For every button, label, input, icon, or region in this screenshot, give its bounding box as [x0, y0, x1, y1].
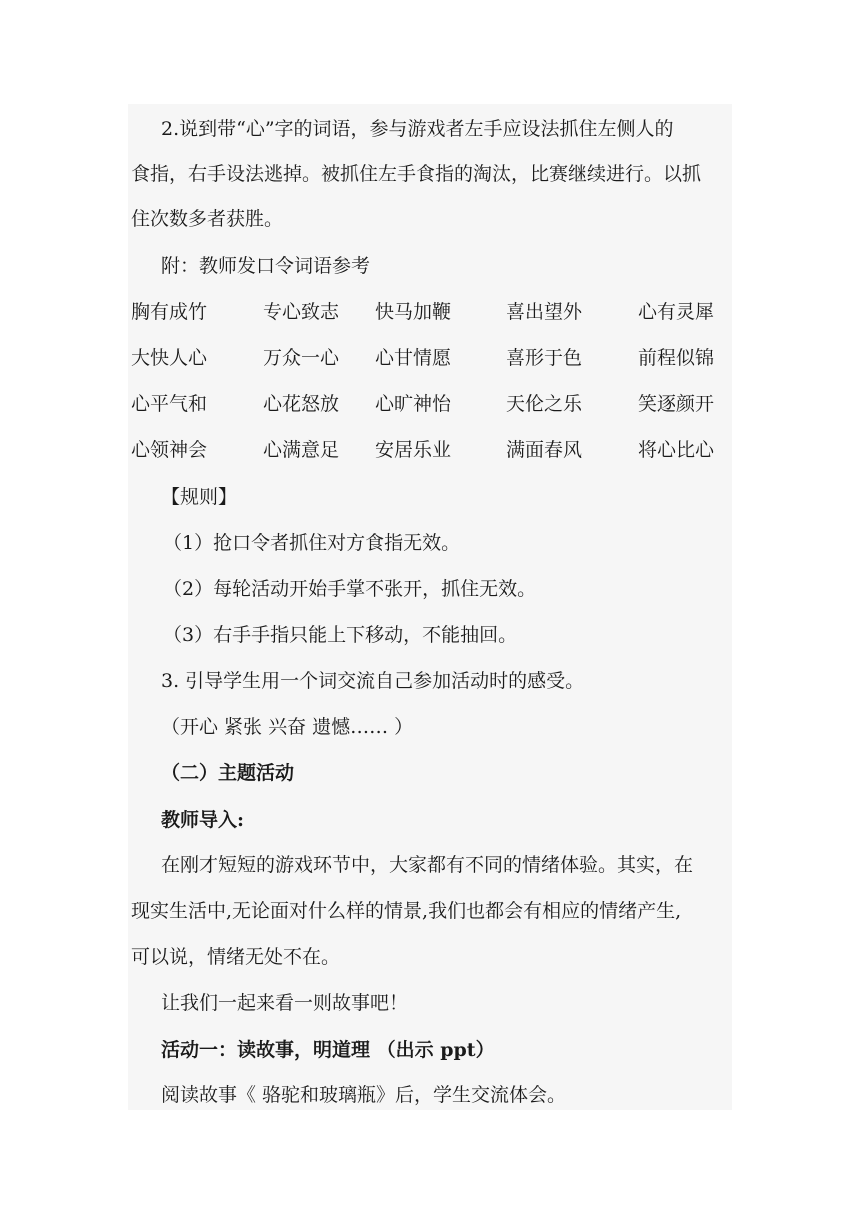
step-3: 3. 引导学生用一个词交流自己参加活动时的感受。 [161, 670, 585, 692]
word-cell: 前程似锦 [638, 347, 715, 369]
story-invite: 让我们一起来看一则故事吧！ [161, 992, 409, 1014]
word-cell: 心有灵犀 [638, 301, 715, 323]
word-cell: 心甘情愿 [375, 347, 452, 369]
word-cell: 心旷神怡 [375, 393, 452, 415]
word-cell: 安居乐业 [375, 439, 452, 461]
word-cell: 胸有成竹 [131, 301, 208, 323]
paragraph-2-line-1: 2.说到带“心”字的词语，参与游戏者左手应设法抓住左侧人的 [161, 118, 674, 140]
word-cell: 大快人心 [131, 347, 208, 369]
intro-paragraph-line-2: 现实生活中,无论面对什么样的情景,我们也都会有相应的情绪产生, [131, 900, 682, 922]
word-cell: 万众一心 [263, 347, 340, 369]
rules-heading: 【规则】 [161, 486, 238, 508]
word-cell: 天伦之乐 [506, 393, 583, 415]
rule-item-2: （2）每轮活动开始手掌不张开，抓住无效。 [163, 578, 537, 600]
word-cell: 心花怒放 [263, 393, 340, 415]
paragraph-2-line-2: 食指，右手设法逃掉。被抓住左手食指的淘汰，比赛继续进行。以抓 [131, 163, 702, 185]
section-two-heading: （二）主题活动 [161, 762, 295, 784]
activity-one-heading: 活动一：读故事，明道理 （出示 ppt） [161, 1039, 495, 1061]
word-cell: 喜形于色 [506, 347, 583, 369]
word-cell: 笑逐颜开 [638, 393, 715, 415]
word-cell: 将心比心 [638, 439, 715, 461]
word-cell: 满面春风 [506, 439, 583, 461]
word-cell: 心平气和 [131, 393, 208, 415]
rule-item-1: （1）抢口令者抓住对方食指无效。 [163, 532, 461, 554]
paragraph-2-line-3: 住次数多者获胜。 [131, 208, 284, 230]
feelings-list: （开心 紧张 兴奋 遗憾…… ） [161, 716, 414, 738]
word-cell: 心满意足 [263, 439, 340, 461]
intro-paragraph-line-1: 在刚才短短的游戏环节中，大家都有不同的情绪体验。其实，在 [161, 854, 694, 876]
appendix-title: 附：教师发口令词语参考 [161, 255, 371, 277]
intro-paragraph-line-3: 可以说，情绪无处不在。 [131, 946, 341, 968]
word-cell: 专心致志 [263, 301, 340, 323]
reading-task: 阅读故事《 骆驼和玻璃瓶》后，学生交流体会。 [161, 1084, 567, 1106]
word-cell: 心领神会 [131, 439, 208, 461]
rule-item-3: （3）右手手指只能上下移动，不能抽回。 [163, 624, 518, 646]
teacher-intro-label: 教师导入: [161, 809, 245, 831]
word-cell: 喜出望外 [506, 301, 583, 323]
word-cell: 快马加鞭 [375, 301, 452, 323]
